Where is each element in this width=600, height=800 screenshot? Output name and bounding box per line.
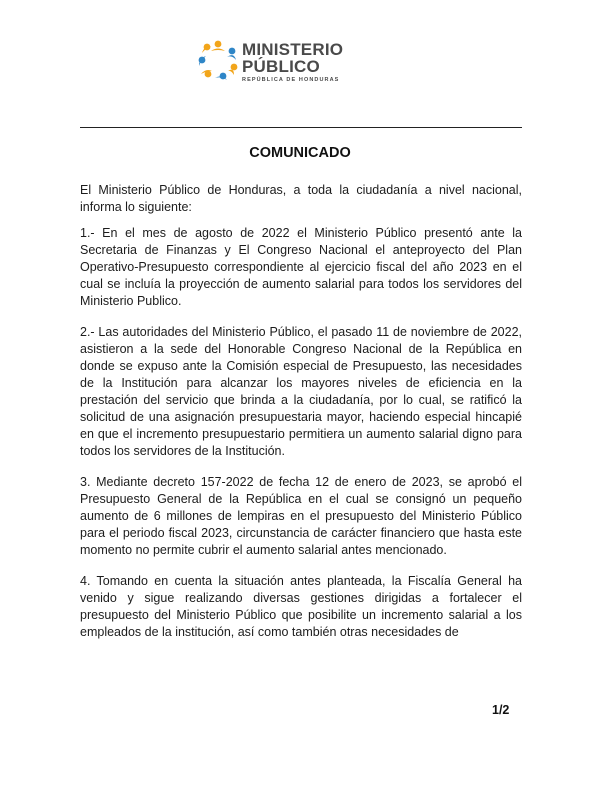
logo-line3: REPÚBLICA DE HONDURAS xyxy=(242,77,340,83)
ministerio-publico-logo xyxy=(196,38,346,90)
paragraph-2: 2.- Las autoridades del Ministerio Público, el pasado 11 de noviembre de 2022, asistieron a la sede del Honorable Congreso Nacional de la República en donde se expuso ante la Comisión especial de Presupuesto, las necesidades de la Institución para alcanzar los mayores niveles de eficiencia en la prestación del servicio que brinda a la ciudadanía, por lo cual, se ratificó la solicitud de una asignación presupuestaria mayor, haciendo especial hincapié en que el incremento presupuestario permitiera un aumento salarial digno para todos los servidores de la Institución. xyxy=(80,325,522,458)
logo-line2: PÚBLICO xyxy=(242,57,320,76)
paragraph-1: 1.- En el mes de agosto de 2022 el Ministerio Público presentó ante la Secretaria de Finanzas y El Congreso Nacional el anteproyecto del Plan Operativo-Presupuesto correspondiente al ejercicio fiscal del año 2023 en el cual se incluía la proyección de aumento salarial para todos los servidores del Ministerio Publico. xyxy=(80,226,522,308)
people-circle-icon xyxy=(196,38,240,82)
intro-paragraph: El Ministerio Público de Honduras, a toda la ciudadanía a nivel nacional, informa lo siguiente: xyxy=(80,183,522,214)
document-title: COMUNICADO xyxy=(249,145,351,161)
page-number: 1/2 xyxy=(492,703,510,717)
logo-line1: MINISTERIO xyxy=(242,40,344,59)
document-body xyxy=(80,182,522,655)
logo-wordmark xyxy=(242,41,343,83)
paragraph-3: 3. Mediante decreto 157-2022 de fecha 12 de enero de 2023, se aprobó el Presupuesto General de la República en el cual se consignó un pequeño aumento de 6 millones de lempiras en el presupuesto del Ministerio Público para el periodo fiscal 2023, circunstancia de carácter financiero que hasta este momento no permite cubrir el aumento salarial antes mencionado. xyxy=(80,475,522,557)
paragraph-4: 4. Tomando en cuenta la situación antes planteada, la Fiscalía General ha venido y sigue realizando diversas gestiones dirigidas a fortalecer el presupuesto del Ministerio Público que posibilite un incremento salarial a los empleados de la institución, así como también otras necesidades de xyxy=(80,574,522,639)
header-divider xyxy=(80,127,522,128)
